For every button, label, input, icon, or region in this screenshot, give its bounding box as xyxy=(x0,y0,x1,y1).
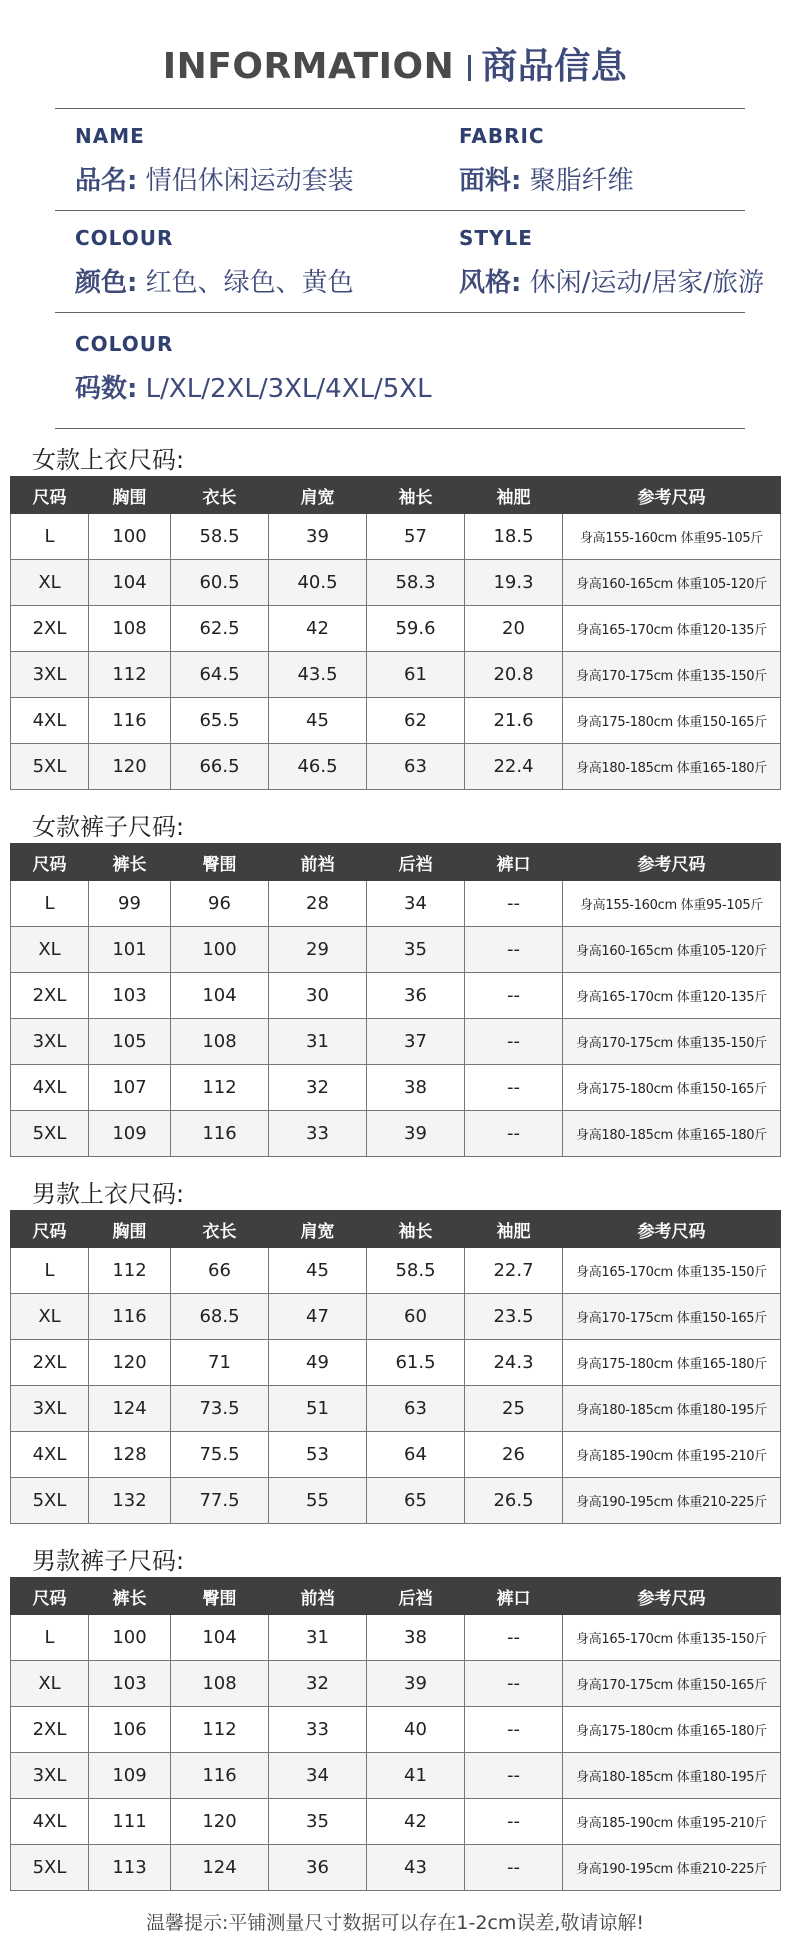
column-header: 后裆 xyxy=(367,1578,465,1615)
table-cell: 100 xyxy=(89,1615,171,1661)
table-cell: 112 xyxy=(89,652,171,698)
column-header: 裤口 xyxy=(465,844,563,881)
table-cell: L xyxy=(11,1248,89,1294)
table-cell: 28 xyxy=(269,881,367,927)
column-header: 袖长 xyxy=(367,477,465,514)
table-cell: L xyxy=(11,1615,89,1661)
reference-size-cell: 身高160-165cm 体重105-120斤 xyxy=(563,560,781,606)
table-cell: 4XL xyxy=(11,1065,89,1111)
fabric-label: FABRIC xyxy=(459,124,545,148)
name-key: 品名: xyxy=(75,166,138,196)
section-title: 女款裤子尺码: xyxy=(32,813,185,841)
table-cell: 34 xyxy=(269,1753,367,1799)
table-cell: 30 xyxy=(269,973,367,1019)
table-cell: 75.5 xyxy=(171,1432,269,1478)
table-cell: 34 xyxy=(367,881,465,927)
table-cell: 55 xyxy=(269,1478,367,1524)
table-row xyxy=(11,606,781,652)
table-cell: 21.6 xyxy=(465,698,563,744)
table-row xyxy=(11,973,781,1019)
column-header: 袖肥 xyxy=(465,477,563,514)
colour-label: COLOUR xyxy=(75,226,174,250)
table-row xyxy=(11,1478,781,1524)
table-cell: 33 xyxy=(269,1111,367,1157)
table-cell: 120 xyxy=(171,1799,269,1845)
table-row xyxy=(11,1111,781,1157)
size-table-men-pants xyxy=(10,1577,781,1891)
table-cell: -- xyxy=(465,881,563,927)
table-cell: L xyxy=(11,881,89,927)
table-cell: 96 xyxy=(171,881,269,927)
table-cell: 45 xyxy=(269,698,367,744)
table-cell: 5XL xyxy=(11,1478,89,1524)
table-cell: 25 xyxy=(465,1386,563,1432)
table-cell: 29 xyxy=(269,927,367,973)
divider xyxy=(55,108,745,109)
reference-size-cell: 身高170-175cm 体重135-150斤 xyxy=(563,1019,781,1065)
colour-block xyxy=(75,226,354,299)
page-title xyxy=(0,38,790,89)
table-row xyxy=(11,1753,781,1799)
column-header: 参考尺码 xyxy=(563,1578,781,1615)
column-header: 参考尺码 xyxy=(563,844,781,881)
size-value: L/XL/2XL/3XL/4XL/5XL xyxy=(145,374,432,404)
table-cell: 57 xyxy=(367,514,465,560)
reference-size-cell: 身高190-195cm 体重210-225斤 xyxy=(563,1845,781,1891)
table-cell: -- xyxy=(465,973,563,1019)
style-key: 风格: xyxy=(459,268,522,298)
table-row xyxy=(11,1799,781,1845)
table-cell: 3XL xyxy=(11,1386,89,1432)
style-label: STYLE xyxy=(459,226,533,250)
table-cell: -- xyxy=(465,1019,563,1065)
table-row xyxy=(11,698,781,744)
table-cell: 99 xyxy=(89,881,171,927)
reference-size-cell: 身高185-190cm 体重195-210斤 xyxy=(563,1799,781,1845)
table-cell: XL xyxy=(11,1661,89,1707)
table-cell: 58.3 xyxy=(367,560,465,606)
section-title: 女款上衣尺码: xyxy=(32,446,185,474)
column-header: 臀围 xyxy=(171,844,269,881)
table-cell: 66.5 xyxy=(171,744,269,790)
reference-size-cell: 身高175-180cm 体重150-165斤 xyxy=(563,1065,781,1111)
title-english: INFORMATION xyxy=(162,46,455,87)
table-row xyxy=(11,881,781,927)
column-header: 裤长 xyxy=(89,1578,171,1615)
reference-size-cell: 身高170-175cm 体重150-165斤 xyxy=(563,1294,781,1340)
table-row xyxy=(11,514,781,560)
reference-size-cell: 身高160-165cm 体重105-120斤 xyxy=(563,927,781,973)
table-cell: 5XL xyxy=(11,744,89,790)
table-cell: 39 xyxy=(367,1111,465,1157)
table-cell: 38 xyxy=(367,1615,465,1661)
table-cell: 58.5 xyxy=(367,1248,465,1294)
table-cell: 36 xyxy=(269,1845,367,1891)
table-cell: 108 xyxy=(89,606,171,652)
section-title: 男款上衣尺码: xyxy=(32,1180,185,1208)
table-cell: 132 xyxy=(89,1478,171,1524)
table-row xyxy=(11,1432,781,1478)
table-cell: 20.8 xyxy=(465,652,563,698)
table-cell: 104 xyxy=(171,973,269,1019)
column-header: 前裆 xyxy=(269,1578,367,1615)
size-table-women-pants xyxy=(10,843,781,1157)
table-cell: -- xyxy=(465,1799,563,1845)
table-cell: 3XL xyxy=(11,1753,89,1799)
table-cell: 5XL xyxy=(11,1111,89,1157)
table-cell: 43.5 xyxy=(269,652,367,698)
table-cell: 35 xyxy=(269,1799,367,1845)
table-cell: 108 xyxy=(171,1019,269,1065)
table-cell: 108 xyxy=(171,1661,269,1707)
table-cell: 63 xyxy=(367,1386,465,1432)
column-header: 裤长 xyxy=(89,844,171,881)
colour-value: 红色、绿色、黄色 xyxy=(145,268,354,298)
table-row xyxy=(11,1248,781,1294)
table-row xyxy=(11,1294,781,1340)
table-cell: 120 xyxy=(89,1340,171,1386)
table-cell: -- xyxy=(465,927,563,973)
table-row xyxy=(11,927,781,973)
colour-key: 颜色: xyxy=(75,268,138,298)
table-cell: 64.5 xyxy=(171,652,269,698)
column-header: 肩宽 xyxy=(269,477,367,514)
column-header: 臀围 xyxy=(171,1578,269,1615)
fabric-value: 聚脂纤维 xyxy=(529,166,634,196)
table-cell: -- xyxy=(465,1753,563,1799)
table-header-row xyxy=(11,844,781,881)
column-header: 前裆 xyxy=(269,844,367,881)
table-cell: 5XL xyxy=(11,1845,89,1891)
table-cell: 61 xyxy=(367,652,465,698)
column-header: 衣长 xyxy=(171,477,269,514)
table-cell: -- xyxy=(465,1845,563,1891)
table-cell: L xyxy=(11,514,89,560)
reference-size-cell: 身高165-170cm 体重135-150斤 xyxy=(563,1248,781,1294)
reference-size-cell: 身高165-170cm 体重120-135斤 xyxy=(563,973,781,1019)
name-value-line xyxy=(75,160,354,197)
table-row xyxy=(11,1707,781,1753)
table-cell: 106 xyxy=(89,1707,171,1753)
fabric-block xyxy=(459,124,634,197)
column-header: 后裆 xyxy=(367,844,465,881)
table-cell: 73.5 xyxy=(171,1386,269,1432)
table-cell: -- xyxy=(465,1707,563,1753)
column-header: 衣长 xyxy=(171,1211,269,1248)
table-cell: 65 xyxy=(367,1478,465,1524)
table-row xyxy=(11,1845,781,1891)
table-cell: 22.7 xyxy=(465,1248,563,1294)
table-row xyxy=(11,1615,781,1661)
table-cell: 65.5 xyxy=(171,698,269,744)
column-header: 尺码 xyxy=(11,844,89,881)
column-header: 肩宽 xyxy=(269,1211,367,1248)
table-cell: 20 xyxy=(465,606,563,652)
table-cell: 116 xyxy=(89,1294,171,1340)
table-row xyxy=(11,1019,781,1065)
measurement-tip: 温馨提示:平铺测量尺寸数据可以存在1-2cm误差,敬请谅解! xyxy=(145,1912,645,1934)
reference-size-cell: 身高170-175cm 体重150-165斤 xyxy=(563,1661,781,1707)
style-value: 休闲/运动/居家/旅游 xyxy=(529,268,764,298)
table-cell: 2XL xyxy=(11,973,89,1019)
table-cell: 112 xyxy=(171,1707,269,1753)
reference-size-cell: 身高180-185cm 体重180-195斤 xyxy=(563,1753,781,1799)
table-cell: -- xyxy=(465,1111,563,1157)
table-cell: 53 xyxy=(269,1432,367,1478)
reference-size-cell: 身高175-180cm 体重165-180斤 xyxy=(563,1707,781,1753)
table-cell: 36 xyxy=(367,973,465,1019)
table-row xyxy=(11,1340,781,1386)
table-cell: 66 xyxy=(171,1248,269,1294)
table-cell: 37 xyxy=(367,1019,465,1065)
table-cell: 109 xyxy=(89,1111,171,1157)
table-cell: 104 xyxy=(89,560,171,606)
table-cell: 60 xyxy=(367,1294,465,1340)
table-cell: 42 xyxy=(367,1799,465,1845)
table-cell: 101 xyxy=(89,927,171,973)
table-cell: 71 xyxy=(171,1340,269,1386)
table-row xyxy=(11,560,781,606)
table-cell: 120 xyxy=(89,744,171,790)
table-cell: -- xyxy=(465,1615,563,1661)
table-cell: 40.5 xyxy=(269,560,367,606)
table-cell: 42 xyxy=(269,606,367,652)
table-cell: 2XL xyxy=(11,1340,89,1386)
column-header: 胸围 xyxy=(89,1211,171,1248)
column-header: 裤口 xyxy=(465,1578,563,1615)
name-label: NAME xyxy=(75,124,145,148)
table-cell: 46.5 xyxy=(269,744,367,790)
reference-size-cell: 身高190-195cm 体重210-225斤 xyxy=(563,1478,781,1524)
table-cell: 68.5 xyxy=(171,1294,269,1340)
table-cell: 62 xyxy=(367,698,465,744)
column-header: 参考尺码 xyxy=(563,1211,781,1248)
table-cell: 39 xyxy=(269,514,367,560)
size-label: COLOUR xyxy=(75,332,174,356)
table-cell: 124 xyxy=(89,1386,171,1432)
column-header: 尺码 xyxy=(11,1578,89,1615)
table-cell: 51 xyxy=(269,1386,367,1432)
table-cell: 33 xyxy=(269,1707,367,1753)
column-header: 参考尺码 xyxy=(563,477,781,514)
reference-size-cell: 身高165-170cm 体重120-135斤 xyxy=(563,606,781,652)
table-cell: 47 xyxy=(269,1294,367,1340)
reference-size-cell: 身高165-170cm 体重135-150斤 xyxy=(563,1615,781,1661)
column-header: 尺码 xyxy=(11,477,89,514)
column-header: 袖长 xyxy=(367,1211,465,1248)
table-cell: 26 xyxy=(465,1432,563,1478)
table-cell: 32 xyxy=(269,1065,367,1111)
fabric-value-line xyxy=(459,160,634,197)
size-block xyxy=(75,332,432,405)
table-cell: XL xyxy=(11,1294,89,1340)
table-cell: 62.5 xyxy=(171,606,269,652)
colour-value-line xyxy=(75,262,354,299)
table-cell: 43 xyxy=(367,1845,465,1891)
table-row xyxy=(11,1065,781,1111)
table-cell: 113 xyxy=(89,1845,171,1891)
reference-size-cell: 身高180-185cm 体重180-195斤 xyxy=(563,1386,781,1432)
reference-size-cell: 身高185-190cm 体重195-210斤 xyxy=(563,1432,781,1478)
table-cell: 77.5 xyxy=(171,1478,269,1524)
reference-size-cell: 身高180-185cm 体重165-180斤 xyxy=(563,1111,781,1157)
table-cell: 104 xyxy=(171,1615,269,1661)
table-cell: 59.6 xyxy=(367,606,465,652)
reference-size-cell: 身高175-180cm 体重165-180斤 xyxy=(563,1340,781,1386)
table-cell: 61.5 xyxy=(367,1340,465,1386)
size-table-men-top xyxy=(10,1210,781,1524)
table-cell: 109 xyxy=(89,1753,171,1799)
table-row xyxy=(11,652,781,698)
table-cell: 112 xyxy=(171,1065,269,1111)
reference-size-cell: 身高170-175cm 体重135-150斤 xyxy=(563,652,781,698)
style-value-line xyxy=(459,262,764,299)
table-cell: -- xyxy=(465,1661,563,1707)
table-row xyxy=(11,1386,781,1432)
reference-size-cell: 身高175-180cm 体重150-165斤 xyxy=(563,698,781,744)
table-row xyxy=(11,744,781,790)
table-cell: 116 xyxy=(171,1753,269,1799)
size-key: 码数: xyxy=(75,374,138,404)
table-cell: 24.3 xyxy=(465,1340,563,1386)
divider xyxy=(55,210,745,211)
table-cell: 64 xyxy=(367,1432,465,1478)
table-cell: 31 xyxy=(269,1615,367,1661)
column-header: 尺码 xyxy=(11,1211,89,1248)
title-chinese: 商品信息 xyxy=(481,46,628,87)
table-cell: 103 xyxy=(89,1661,171,1707)
reference-size-cell: 身高180-185cm 体重165-180斤 xyxy=(563,744,781,790)
table-cell: 41 xyxy=(367,1753,465,1799)
style-block xyxy=(459,226,764,299)
table-cell: 40 xyxy=(367,1707,465,1753)
table-cell: 128 xyxy=(89,1432,171,1478)
table-cell: 107 xyxy=(89,1065,171,1111)
table-cell: 60.5 xyxy=(171,560,269,606)
fabric-key: 面料: xyxy=(459,166,522,196)
size-value-line xyxy=(75,368,432,405)
table-cell: 4XL xyxy=(11,1799,89,1845)
table-cell: 116 xyxy=(89,698,171,744)
table-cell: 32 xyxy=(269,1661,367,1707)
section-title: 男款裤子尺码: xyxy=(32,1547,185,1575)
column-header: 胸围 xyxy=(89,477,171,514)
reference-size-cell: 身高155-160cm 体重95-105斤 xyxy=(563,514,781,560)
name-block xyxy=(75,124,354,197)
title-divider xyxy=(468,55,471,81)
table-cell: 18.5 xyxy=(465,514,563,560)
size-table-women-top xyxy=(10,476,781,790)
table-header-row xyxy=(11,477,781,514)
table-cell: 2XL xyxy=(11,1707,89,1753)
table-cell: 39 xyxy=(367,1661,465,1707)
name-value: 情侣休闲运动套装 xyxy=(145,166,354,196)
table-cell: 19.3 xyxy=(465,560,563,606)
table-cell: 112 xyxy=(89,1248,171,1294)
table-cell: 124 xyxy=(171,1845,269,1891)
table-cell: 103 xyxy=(89,973,171,1019)
table-cell: 63 xyxy=(367,744,465,790)
table-cell: 100 xyxy=(171,927,269,973)
table-cell: 4XL xyxy=(11,1432,89,1478)
table-cell: 38 xyxy=(367,1065,465,1111)
column-header: 袖肥 xyxy=(465,1211,563,1248)
table-cell: -- xyxy=(465,1065,563,1111)
table-cell: 45 xyxy=(269,1248,367,1294)
table-cell: 22.4 xyxy=(465,744,563,790)
table-cell: 3XL xyxy=(11,1019,89,1065)
table-cell: 116 xyxy=(171,1111,269,1157)
table-cell: 35 xyxy=(367,927,465,973)
table-cell: 31 xyxy=(269,1019,367,1065)
table-cell: 100 xyxy=(89,514,171,560)
table-cell: 2XL xyxy=(11,606,89,652)
table-header-row xyxy=(11,1211,781,1248)
table-cell: 49 xyxy=(269,1340,367,1386)
divider xyxy=(55,428,745,429)
table-header-row xyxy=(11,1578,781,1615)
table-cell: 3XL xyxy=(11,652,89,698)
table-cell: 58.5 xyxy=(171,514,269,560)
table-cell: XL xyxy=(11,560,89,606)
table-cell: 105 xyxy=(89,1019,171,1065)
divider xyxy=(55,312,745,313)
table-cell: 4XL xyxy=(11,698,89,744)
table-cell: 111 xyxy=(89,1799,171,1845)
table-cell: XL xyxy=(11,927,89,973)
table-cell: 26.5 xyxy=(465,1478,563,1524)
reference-size-cell: 身高155-160cm 体重95-105斤 xyxy=(563,881,781,927)
table-cell: 23.5 xyxy=(465,1294,563,1340)
table-row xyxy=(11,1661,781,1707)
